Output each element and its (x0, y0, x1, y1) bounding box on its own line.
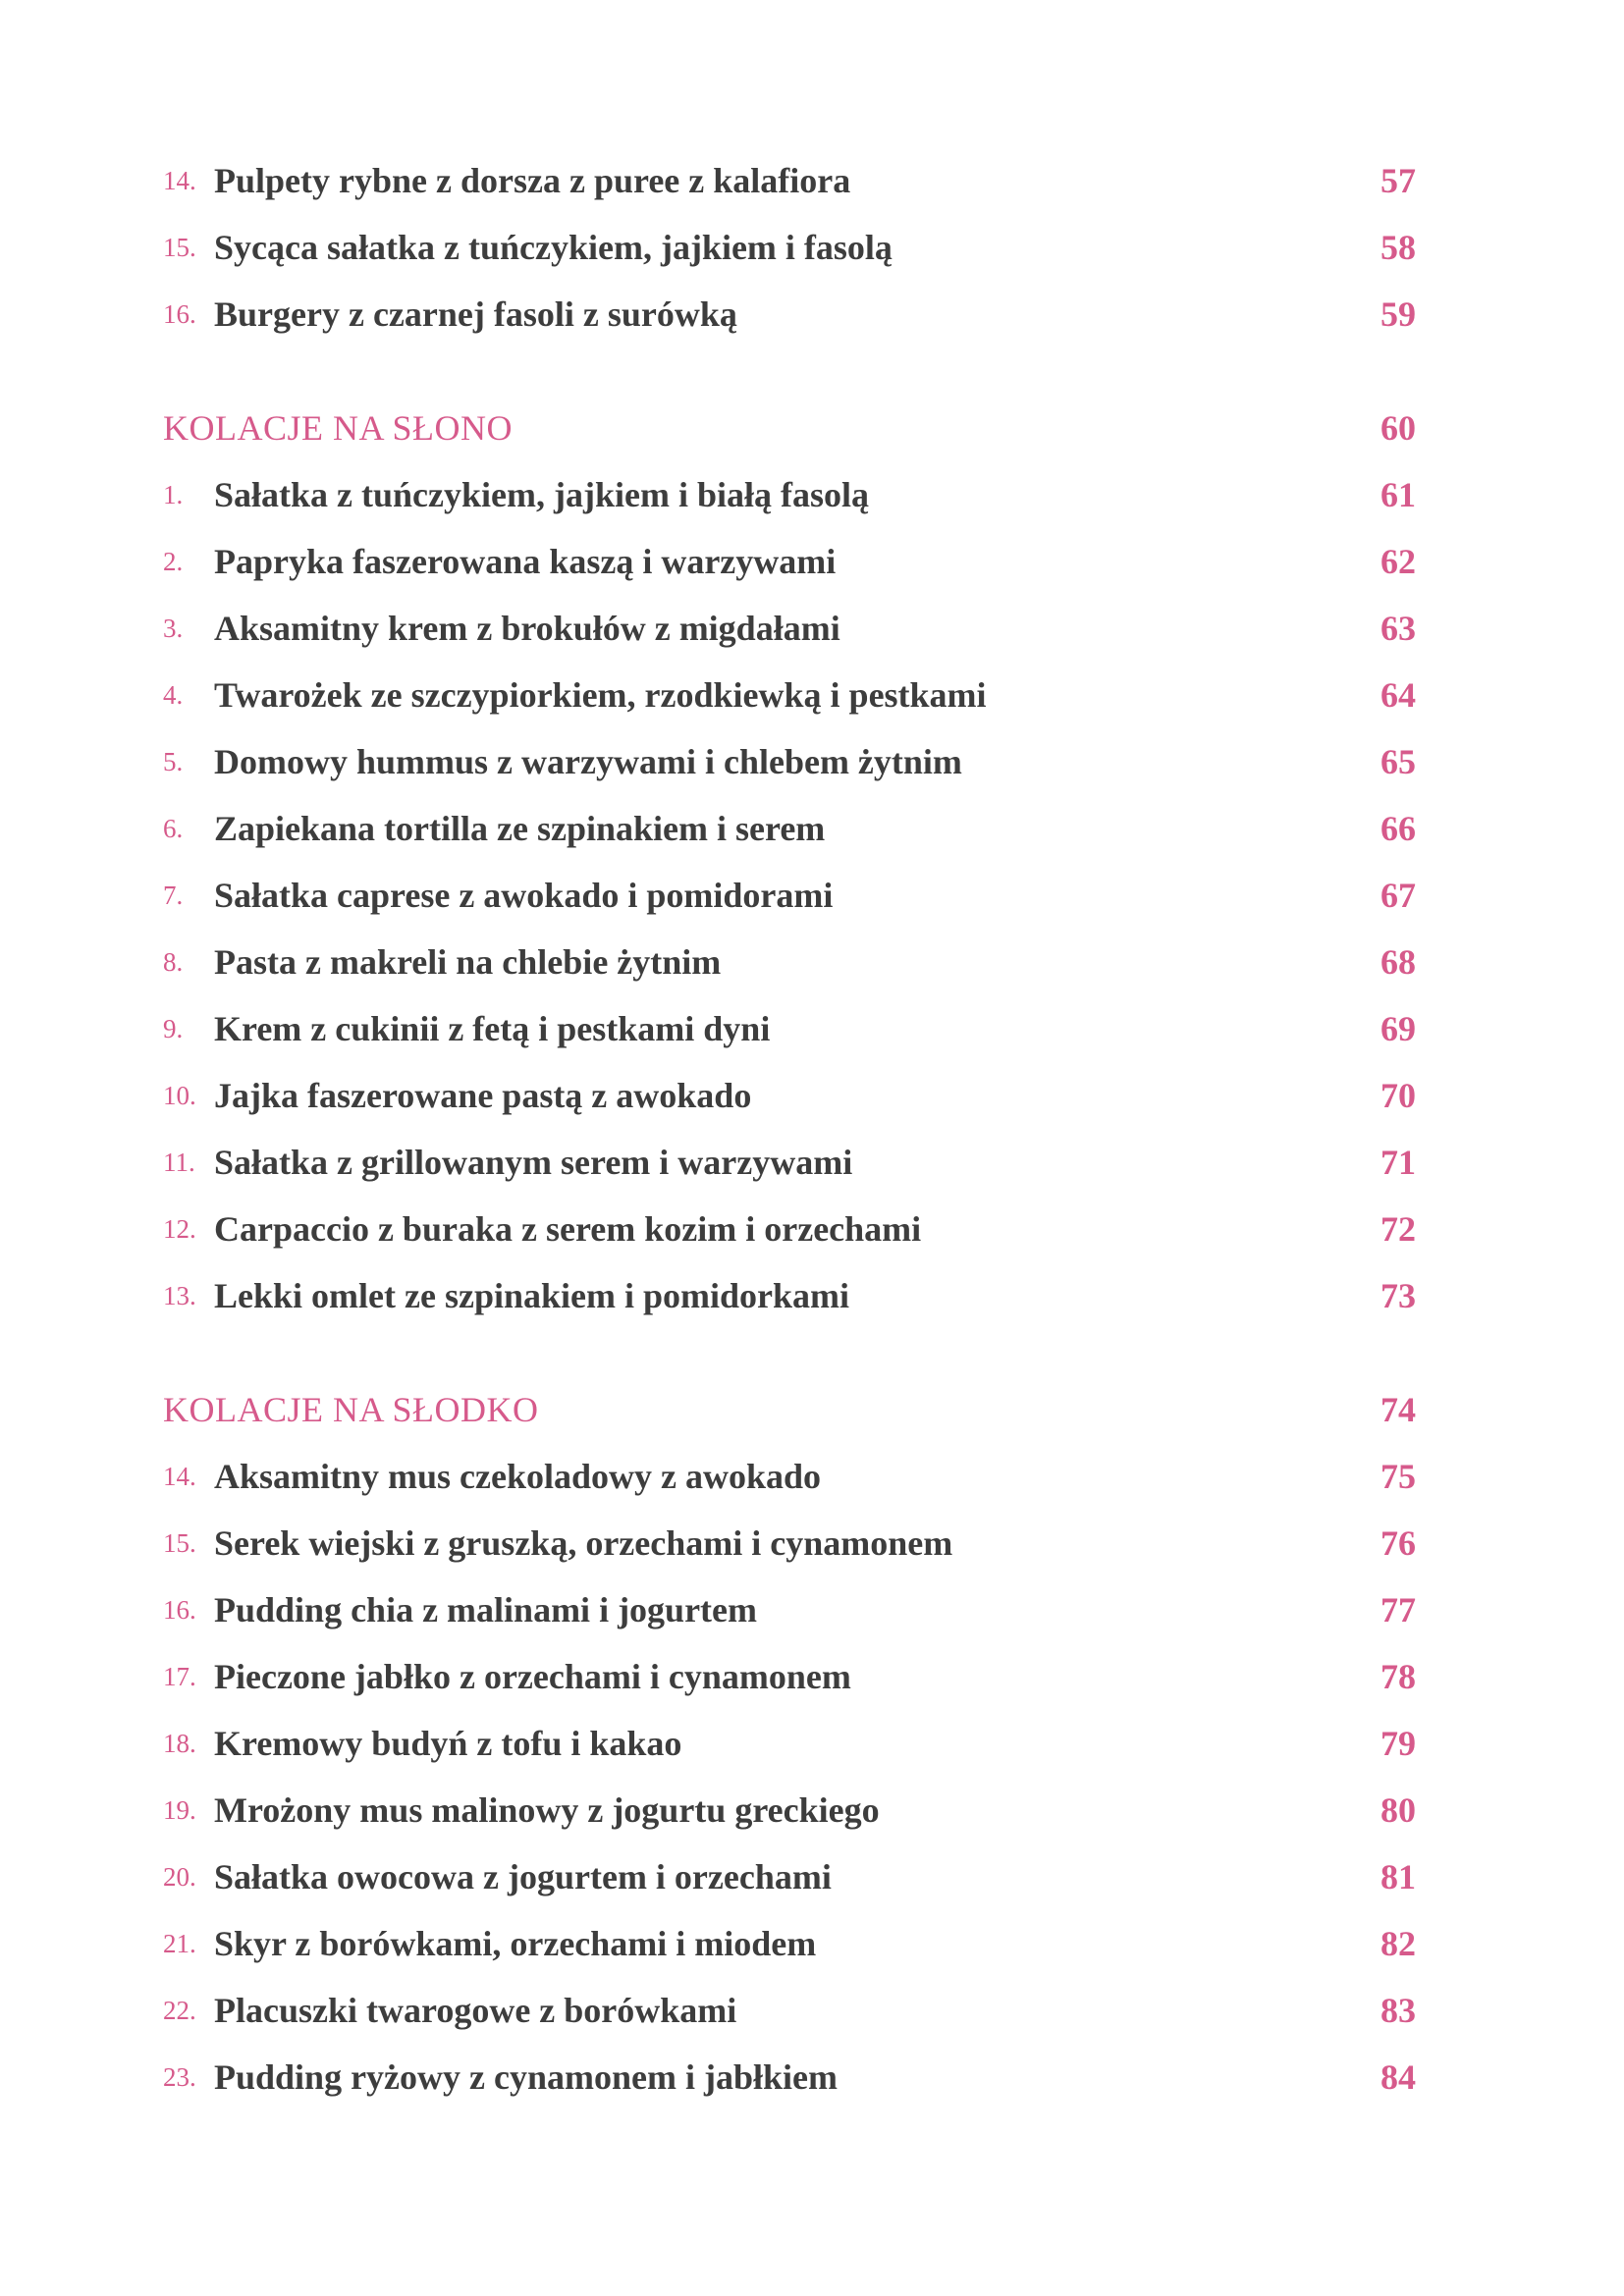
entry-title: Mrożony mus malinowy z jogurtu greckiego (214, 1790, 880, 1830)
section-heading-page-number: 60 (1380, 408, 1416, 448)
entry-number: 4. (163, 679, 184, 710)
entry-page-number: 70 (1380, 1076, 1416, 1115)
entry-number: 16. (163, 1594, 196, 1625)
entry-number: 2. (163, 546, 184, 576)
entry-number: 7. (163, 880, 184, 910)
entry-title: Papryka faszerowana kaszą i warzywami (214, 542, 837, 581)
section-heading-title: KOLACJE NA SŁONO (163, 408, 514, 448)
toc-entry[interactable] (163, 1576, 1469, 1643)
entry-number: 19. (163, 1794, 196, 1825)
toc-entry[interactable] (163, 281, 1469, 347)
entry-title: Sycąca sałatka z tuńczykiem, jajkiem i fasolą (214, 228, 893, 267)
entry-number: 12. (163, 1213, 196, 1244)
entry-number: 14. (163, 1461, 196, 1491)
entry-number: 18. (163, 1728, 196, 1758)
toc-entry[interactable] (163, 662, 1469, 728)
entry-title: Kremowy budyń z tofu i kakao (214, 1724, 682, 1763)
entry-page-number: 61 (1380, 475, 1416, 514)
toc-entry[interactable] (163, 1977, 1469, 2044)
entry-number: 23. (163, 2061, 196, 2092)
entry-title: Skyr z borówkami, orzechami i miodem (214, 1924, 817, 1963)
section-heading-title: KOLACJE NA SŁODKO (163, 1390, 539, 1429)
entry-title: Sałatka caprese z awokado i pomidorami (214, 876, 834, 915)
entry-title: Sałatka owocowa z jogurtem i orzechami (214, 1857, 832, 1896)
toc-entry[interactable] (163, 1710, 1469, 1777)
entry-title: Pulpety rybne z dorsza z puree z kalafiora (214, 161, 851, 200)
entry-number: 9. (163, 1013, 184, 1043)
entry-number: 14. (163, 165, 196, 195)
entry-page-number: 69 (1380, 1009, 1416, 1048)
entry-page-number: 66 (1380, 809, 1416, 848)
entry-title: Zapiekana tortilla ze szpinakiem i serem (214, 809, 826, 848)
entry-title: Placuszki twarogowe z borówkami (214, 1991, 737, 2030)
entry-number: 17. (163, 1661, 196, 1691)
entry-page-number: 58 (1380, 228, 1416, 267)
entry-page-number: 76 (1380, 1523, 1416, 1563)
entry-title: Jajka faszerowane pastą z awokado (214, 1076, 752, 1115)
entry-page-number: 57 (1380, 161, 1416, 200)
entry-number: 11. (163, 1147, 195, 1177)
toc-entry[interactable] (163, 728, 1469, 795)
entry-title: Burgery z czarnej fasoli z surówką (214, 294, 737, 334)
entry-title: Sałatka z grillowanym serem i warzywami (214, 1143, 853, 1182)
entry-page-number: 84 (1380, 2057, 1416, 2097)
entry-number: 5. (163, 746, 184, 776)
entry-page-number: 64 (1380, 675, 1416, 715)
entry-page-number: 83 (1380, 1991, 1416, 2030)
entry-number: 8. (163, 946, 184, 977)
entry-title: Pudding chia z malinami i jogurtem (214, 1590, 758, 1629)
entry-number: 10. (163, 1080, 196, 1110)
table-of-contents (163, 147, 1469, 2110)
toc-entry[interactable] (163, 461, 1469, 528)
toc-entry[interactable] (163, 929, 1469, 995)
section-heading-page-number: 74 (1380, 1390, 1416, 1429)
entry-page-number: 68 (1380, 942, 1416, 982)
toc-entry[interactable] (163, 1910, 1469, 1977)
entry-title: Aksamitny krem z brokułów z migdałami (214, 609, 840, 648)
entry-page-number: 77 (1380, 1590, 1416, 1629)
entry-page-number: 72 (1380, 1209, 1416, 1249)
entry-page-number: 75 (1380, 1457, 1416, 1496)
entry-page-number: 63 (1380, 609, 1416, 648)
toc-entry[interactable] (163, 995, 1469, 1062)
entry-number: 15. (163, 232, 196, 262)
entry-number: 16. (163, 298, 196, 329)
section-heading[interactable] (163, 395, 1469, 461)
toc-entry[interactable] (163, 214, 1469, 281)
entry-number: 21. (163, 1928, 196, 1958)
entry-page-number: 71 (1380, 1143, 1416, 1182)
toc-entry[interactable] (163, 1062, 1469, 1129)
entry-page-number: 67 (1380, 876, 1416, 915)
entry-title: Serek wiejski z gruszką, orzechami i cynamonem (214, 1523, 953, 1563)
entry-title: Carpaccio z buraka z serem kozim i orzechami (214, 1209, 922, 1249)
entry-page-number: 62 (1380, 542, 1416, 581)
toc-section-continued (163, 147, 1469, 347)
entry-number: 6. (163, 813, 184, 843)
toc-entry[interactable] (163, 1843, 1469, 1910)
toc-entry[interactable] (163, 1262, 1469, 1329)
toc-entry[interactable] (163, 1777, 1469, 1843)
entry-title: Domowy hummus z warzywami i chlebem żytnim (214, 742, 962, 781)
toc-entry[interactable] (163, 147, 1469, 214)
entry-title: Sałatka z tuńczykiem, jajkiem i białą fasolą (214, 475, 869, 514)
entry-number: 13. (163, 1280, 196, 1310)
toc-entry[interactable] (163, 528, 1469, 595)
entry-page-number: 73 (1380, 1276, 1416, 1315)
toc-entry[interactable] (163, 1129, 1469, 1196)
entry-number: 22. (163, 1995, 196, 2025)
entry-title: Pieczone jabłko z orzechami i cynamonem (214, 1657, 851, 1696)
toc-entry[interactable] (163, 862, 1469, 929)
toc-entry[interactable] (163, 1443, 1469, 1510)
entry-title: Pudding ryżowy z cynamonem i jabłkiem (214, 2057, 838, 2097)
toc-entry[interactable] (163, 1643, 1469, 1710)
toc-section-kolacje-na-slono (163, 395, 1469, 1329)
section-heading[interactable] (163, 1376, 1469, 1443)
entry-number: 20. (163, 1861, 196, 1892)
entry-page-number: 59 (1380, 294, 1416, 334)
toc-entry[interactable] (163, 795, 1469, 862)
entry-title: Lekki omlet ze szpinakiem i pomidorkami (214, 1276, 849, 1315)
toc-entry[interactable] (163, 2044, 1469, 2110)
toc-entry[interactable] (163, 595, 1469, 662)
entry-number: 15. (163, 1527, 196, 1558)
toc-section-kolacje-na-slodko (163, 1376, 1469, 2110)
toc-entry[interactable] (163, 1196, 1469, 1262)
entry-title: Twarożek ze szczypiorkiem, rzodkiewką i pestkami (214, 675, 987, 715)
entry-page-number: 81 (1380, 1857, 1416, 1896)
entry-number: 3. (163, 613, 184, 643)
toc-entry[interactable] (163, 1510, 1469, 1576)
entry-page-number: 80 (1380, 1790, 1416, 1830)
entry-title: Aksamitny mus czekoladowy z awokado (214, 1457, 822, 1496)
entry-title: Krem z cukinii z fetą i pestkami dyni (214, 1009, 771, 1048)
entry-page-number: 78 (1380, 1657, 1416, 1696)
entry-page-number: 65 (1380, 742, 1416, 781)
entry-page-number: 82 (1380, 1924, 1416, 1963)
entry-number: 1. (163, 479, 184, 509)
entry-title: Pasta z makreli na chlebie żytnim (214, 942, 722, 982)
entry-page-number: 79 (1380, 1724, 1416, 1763)
